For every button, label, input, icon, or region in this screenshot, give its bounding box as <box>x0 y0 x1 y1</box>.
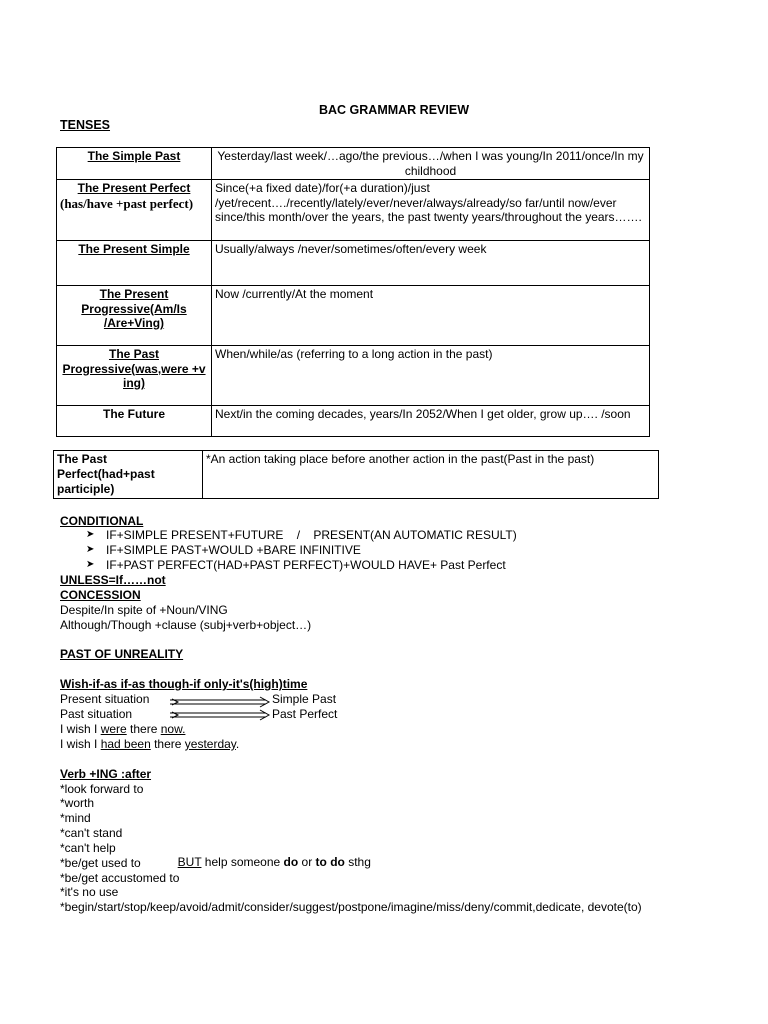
tense-title: The Present Perfect <box>77 181 191 195</box>
table-row <box>57 180 650 241</box>
document-title: BAC GRAMMAR REVIEW <box>319 103 469 117</box>
verb-ing-item: *worth <box>60 796 95 810</box>
past-perfect-desc: *An action taking place before another action in the past(Past in the past) <box>203 451 659 499</box>
conditional-item: IF+PAST PERFECT(HAD+PAST PERFECT)+WOULD HAVE+ Past Perfect <box>106 558 506 572</box>
verb-ing-heading: Verb +ING :after <box>60 767 152 781</box>
tense-markers: When/while/as (referring to a long action in the past) <box>212 346 650 406</box>
verb-ing-item: *look forward to <box>60 782 144 796</box>
verb-ing-item: *it's no use <box>60 885 119 899</box>
tense-markers: Now /currently/At the moment <box>212 286 650 346</box>
tense-name <box>57 180 212 241</box>
unreality-subheading <box>60 677 307 692</box>
unreality-subheading-text: Wish-if-as if-as though-if only-it's(high)time <box>60 677 308 691</box>
wish-example-2: I wish I had been there yesterday. <box>60 737 240 751</box>
verb-ing-item: *mind <box>60 811 91 825</box>
verb-ing-item: *be/get used to <box>60 856 141 870</box>
tense-name: The Simple Past <box>57 148 212 180</box>
arrow-bullet-icon: ➤ <box>86 559 95 570</box>
tense-name: The Future <box>57 406 212 437</box>
concession-line: Despite/In spite of +Noun/VING <box>60 603 228 617</box>
tense-name: The Present Simple <box>57 241 212 286</box>
unreality-heading: PAST OF UNREALITY <box>60 647 184 661</box>
tenses-heading: TENSES <box>60 118 111 132</box>
table-row <box>54 451 659 499</box>
table-row <box>57 286 650 346</box>
help-note: BUT help someone do or to do sthg <box>177 855 371 869</box>
concession-line: Although/Though +clause (subj+verb+object…) <box>60 618 312 632</box>
tense-name: The Past Progressive(was,were +v ing) <box>57 346 212 406</box>
verb-ing-item: *begin/start/stop/keep/avoid/admit/consider/suggest/postpone/imagine/miss/deny/commit,dedicate, devote(to) <box>60 900 642 914</box>
conditional-item: IF+SIMPLE PAST+WOULD +BARE INFINITIVE <box>106 543 361 557</box>
table-row <box>57 346 650 406</box>
tense-markers: Usually/always /never/sometimes/often/every week <box>212 241 650 286</box>
unless-rule: UNLESS=If……not <box>60 573 166 587</box>
double-arrow-icon <box>168 694 272 724</box>
arrow-bullet-icon: ➤ <box>86 544 95 555</box>
past-perfect-table <box>53 450 659 499</box>
table-row <box>57 148 650 180</box>
arrow-bullet-icon: ➤ <box>86 529 95 540</box>
verb-ing-item: *can't help <box>60 841 116 855</box>
tense-markers: Next/in the coming decades, years/In 2052/When I get older, grow up…. /soon <box>212 406 650 437</box>
tense-name: The Present Progressive(Am/Is /Are+Ving) <box>57 286 212 346</box>
verb-ing-item: *be/get accustomed to <box>60 871 180 885</box>
tense-markers: Yesterday/last week/…ago/the previous…/when I was young/In 2011/once/In my childhood <box>212 148 650 180</box>
concession-heading: CONCESSION <box>60 588 141 602</box>
tenses-table <box>56 147 650 437</box>
table-row <box>57 406 650 437</box>
verb-ing-item: *can't stand <box>60 826 123 840</box>
past-perfect-tense-label: Past Perfect <box>272 707 338 721</box>
present-situation-label: Present situation <box>60 692 150 706</box>
wish-example-1: I wish I were there now. <box>60 722 186 736</box>
conditional-item: IF+SIMPLE PRESENT+FUTURE / PRESENT(AN AUTOMATIC RESULT) <box>106 528 517 542</box>
simple-past-label: Simple Past <box>272 692 337 706</box>
past-perfect-label: The Past Perfect(had+past participle) <box>54 451 203 499</box>
table-row <box>57 241 650 286</box>
past-situation-label: Past situation <box>60 707 133 721</box>
tense-extra: (has/have +past perfect) <box>60 195 194 211</box>
conditional-heading: CONDITIONAL <box>60 514 144 528</box>
tense-markers: Since(+a fixed date)/for(+a duration)/just /yet/recent…./recently/lately/ever/never/always/already/so far/until now/ever since/this month/over the years, the past twenty years/throughout the years……. <box>212 180 650 241</box>
